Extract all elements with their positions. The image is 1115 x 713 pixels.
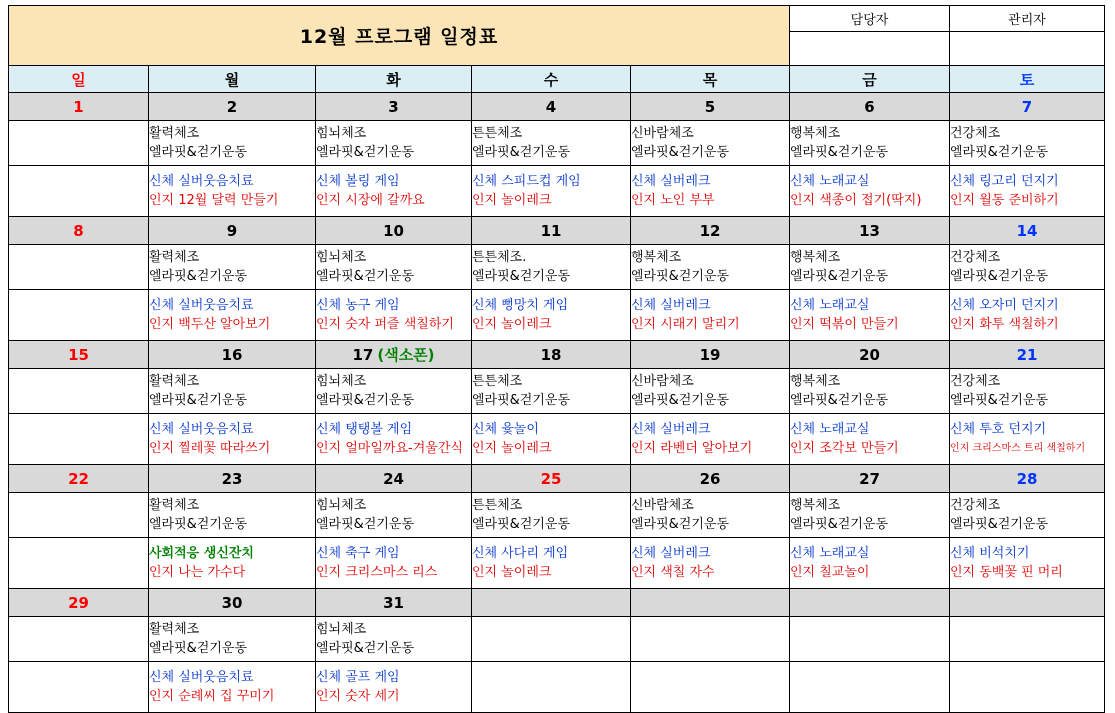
physical-activity: 신체 실버레크 <box>631 174 711 189</box>
cognitive-activity: 인지 놀이레크 <box>472 441 552 456</box>
activity-cell[interactable] <box>631 166 790 217</box>
program-row <box>9 245 1105 290</box>
program-cell[interactable] <box>631 493 790 538</box>
date-number: 6 <box>864 97 875 116</box>
cognitive-activity: 인지 시래기 말리기 <box>631 317 740 332</box>
exercise-name: 행복체조 <box>790 250 841 265</box>
date-row <box>9 217 1105 245</box>
date-number: 24 <box>383 469 404 488</box>
cognitive-activity: 인지 떡볶이 만들기 <box>790 317 899 332</box>
activity-cell[interactable] <box>950 290 1105 341</box>
date-cell[interactable] <box>9 93 149 121</box>
program-row <box>9 121 1105 166</box>
program-cell[interactable] <box>950 369 1105 414</box>
activity-cell[interactable] <box>631 290 790 341</box>
cognitive-activity: 인지 놀이레크 <box>472 565 552 580</box>
date-cell[interactable] <box>9 465 149 493</box>
program-row <box>9 617 1105 662</box>
physical-activity: 신체 윷놀이 <box>472 422 539 437</box>
program-row <box>9 493 1105 538</box>
exercise-detail: 엘라핏&걷기운동 <box>472 393 571 408</box>
exercise-name: 건강체조 <box>950 250 1001 265</box>
exercise-name: 튼튼체조 <box>472 374 523 389</box>
activity-row <box>9 662 1105 713</box>
date-number: 10 <box>383 221 404 240</box>
date-number: 2 <box>226 97 238 116</box>
date-row <box>9 465 1105 493</box>
day-header-fri: 금 <box>790 66 950 93</box>
cognitive-activity: 인지 조각보 만들기 <box>790 441 899 456</box>
cognitive-activity: 인지 숫자 세기 <box>316 689 400 704</box>
date-cell[interactable] <box>316 589 472 617</box>
manager-label: 담당자 <box>790 6 950 32</box>
cognitive-activity: 인지 나는 가수다 <box>149 565 246 580</box>
program-cell[interactable] <box>631 245 790 290</box>
physical-activity: 신체 사다리 게임 <box>472 546 569 561</box>
cognitive-activity: 인지 크리스마스 리스 <box>316 565 438 580</box>
exercise-detail: 엘라핏&걷기운동 <box>631 393 730 408</box>
program-cell[interactable] <box>950 245 1105 290</box>
activity-cell[interactable] <box>149 414 316 465</box>
date-number: 5 <box>704 97 716 116</box>
exercise-detail: 엘라핏&걷기운동 <box>472 145 571 160</box>
physical-activity: 사회적응 생신잔치 <box>149 546 254 561</box>
activity-cell[interactable] <box>790 662 950 713</box>
physical-activity: 신체 실버웃음치료 <box>149 298 254 313</box>
cognitive-activity: 인지 라벤더 알아보기 <box>631 441 753 456</box>
date-number: 9 <box>226 221 238 240</box>
program-cell[interactable] <box>472 245 631 290</box>
program-cell[interactable] <box>316 493 472 538</box>
activity-cell[interactable] <box>631 414 790 465</box>
exercise-name: 활력체조 <box>149 250 200 265</box>
date-cell[interactable] <box>149 589 316 617</box>
activity-cell[interactable] <box>149 662 316 713</box>
activity-cell[interactable] <box>950 166 1105 217</box>
exercise-detail: 엘라핏&걷기운동 <box>316 641 415 656</box>
physical-activity: 신체 축구 게임 <box>316 546 400 561</box>
date-number: 31 <box>383 593 404 612</box>
date-cell[interactable] <box>631 465 790 493</box>
date-cell[interactable] <box>790 217 950 245</box>
date-number: 17 <box>352 346 374 364</box>
physical-activity: 신체 오자미 던지기 <box>950 298 1059 313</box>
exercise-detail: 엘라핏&걷기운동 <box>790 517 889 532</box>
program-cell[interactable] <box>9 121 149 166</box>
exercise-detail: 엘라핏&걷기운동 <box>316 269 415 284</box>
exercise-name: 건강체조 <box>950 126 1001 141</box>
exercise-name: 활력체조 <box>149 498 200 513</box>
date-number: 21 <box>1016 345 1038 364</box>
admin-label: 관리자 <box>950 6 1105 32</box>
program-cell[interactable] <box>790 121 950 166</box>
date-number: 28 <box>1016 469 1038 488</box>
exercise-detail: 엘라핏&걷기운동 <box>790 269 889 284</box>
program-cell[interactable] <box>950 121 1105 166</box>
exercise-detail: 엘라핏&걷기운동 <box>149 641 248 656</box>
date-cell[interactable] <box>149 465 316 493</box>
exercise-detail: 엘라핏&걷기운동 <box>950 393 1049 408</box>
date-cell[interactable] <box>472 341 631 369</box>
date-cell[interactable] <box>9 589 149 617</box>
exercise-name: 신바람체조 <box>631 126 694 141</box>
program-cell[interactable] <box>472 617 631 662</box>
activity-cell[interactable] <box>472 414 631 465</box>
physical-activity: 신체 링고리 던지기 <box>950 174 1059 189</box>
physical-activity: 신체 스피드컵 게임 <box>472 174 581 189</box>
date-number: 18 <box>540 345 562 364</box>
activity-cell[interactable] <box>472 290 631 341</box>
date-number: 30 <box>221 593 243 612</box>
program-cell[interactable] <box>631 121 790 166</box>
date-number: 27 <box>859 469 880 488</box>
exercise-name: 건강체조 <box>950 374 1001 389</box>
date-number: 15 <box>68 345 89 364</box>
activity-cell[interactable] <box>316 166 472 217</box>
exercise-detail: 엘라핏&걷기운동 <box>631 269 730 284</box>
date-cell[interactable] <box>631 589 790 617</box>
activity-cell[interactable] <box>472 538 631 589</box>
activity-cell[interactable] <box>950 414 1105 465</box>
cognitive-activity: 인지 동백꽃 핀 머리 <box>950 565 1063 580</box>
program-cell[interactable] <box>950 493 1105 538</box>
exercise-name: 힘뇌체조 <box>316 374 367 389</box>
exercise-name: 튼튼체조. <box>472 250 527 265</box>
cognitive-activity: 인지 색칠 자수 <box>631 565 715 580</box>
date-number: 12 <box>699 221 721 240</box>
date-cell[interactable] <box>950 93 1105 121</box>
activity-cell[interactable] <box>472 662 631 713</box>
physical-activity: 신체 실버레크 <box>631 422 711 437</box>
date-cell[interactable] <box>472 589 631 617</box>
physical-activity: 신체 실버웃음치료 <box>149 174 254 189</box>
exercise-detail: 엘라핏&걷기운동 <box>950 269 1049 284</box>
exercise-detail: 엘라핏&걷기운동 <box>149 393 248 408</box>
exercise-name: 튼튼체조 <box>472 498 523 513</box>
activity-row <box>9 538 1105 589</box>
activity-row <box>9 166 1105 217</box>
activity-cell[interactable] <box>9 662 149 713</box>
date-cell[interactable] <box>950 465 1105 493</box>
activity-cell[interactable] <box>9 538 149 589</box>
exercise-detail: 엘라핏&걷기운동 <box>316 517 415 532</box>
activity-cell[interactable] <box>149 290 316 341</box>
exercise-detail: 엘라핏&걷기운동 <box>790 393 889 408</box>
date-cell[interactable] <box>472 465 631 493</box>
program-cell[interactable] <box>149 617 316 662</box>
physical-activity: 신체 탱탱볼 게임 <box>316 422 413 437</box>
exercise-name: 튼튼체조 <box>472 126 523 141</box>
physical-activity: 신체 노래교실 <box>790 174 870 189</box>
day-header-wed: 수 <box>472 66 631 93</box>
schedule-table <box>8 5 1105 713</box>
exercise-detail: 엘라핏&걷기운동 <box>472 517 571 532</box>
physical-activity: 신체 골프 게임 <box>316 670 400 685</box>
activity-cell[interactable] <box>149 166 316 217</box>
day-header-thu: 목 <box>631 66 790 93</box>
program-cell[interactable] <box>9 493 149 538</box>
manager-sign-box[interactable] <box>790 32 950 66</box>
date-number: 25 <box>540 469 562 488</box>
date-number: 26 <box>699 469 721 488</box>
exercise-name: 행복체조 <box>631 250 682 265</box>
physical-activity: 신체 실버레크 <box>631 298 711 313</box>
date-cell[interactable] <box>472 93 631 121</box>
cognitive-activity: 인지 백두산 알아보기 <box>149 317 271 332</box>
exercise-name: 행복체조 <box>790 498 841 513</box>
physical-activity: 신체 농구 게임 <box>316 298 400 313</box>
exercise-name: 활력체조 <box>149 374 200 389</box>
date-number: 20 <box>859 345 880 364</box>
activity-cell[interactable] <box>316 414 472 465</box>
exercise-name: 건강체조 <box>950 498 1001 513</box>
date-number: 19 <box>699 345 721 364</box>
activity-cell[interactable] <box>316 538 472 589</box>
exercise-detail: 엘라핏&걷기운동 <box>790 145 889 160</box>
date-number: 3 <box>388 97 399 116</box>
date-cell[interactable] <box>316 341 472 369</box>
physical-activity: 신체 실버웃음치료 <box>149 670 254 685</box>
program-cell[interactable] <box>631 369 790 414</box>
activity-cell[interactable] <box>790 166 950 217</box>
date-row <box>9 93 1105 121</box>
activity-cell[interactable] <box>9 290 149 341</box>
cognitive-activity: 인지 시장에 갈까요 <box>316 193 425 208</box>
date-cell[interactable] <box>9 217 149 245</box>
physical-activity: 신체 비석치기 <box>950 546 1030 561</box>
program-cell[interactable] <box>790 245 950 290</box>
activity-cell[interactable] <box>790 290 950 341</box>
physical-activity: 신체 노래교실 <box>790 546 870 561</box>
exercise-name: 힘뇌체조 <box>316 498 367 513</box>
exercise-detail: 엘라핏&걷기운동 <box>631 517 730 532</box>
activity-cell[interactable] <box>950 538 1105 589</box>
activity-cell[interactable] <box>790 414 950 465</box>
physical-activity: 신체 볼링 게임 <box>316 174 400 189</box>
activity-cell[interactable] <box>790 538 950 589</box>
date-number: 29 <box>68 593 89 612</box>
exercise-detail: 엘라핏&걷기운동 <box>950 517 1049 532</box>
cognitive-activity: 인지 칠교놀이 <box>790 565 870 580</box>
physical-activity: 신체 실버웃음치료 <box>149 422 254 437</box>
exercise-name: 행복체조 <box>790 126 841 141</box>
exercise-name: 행복체조 <box>790 374 841 389</box>
day-header-sun: 일 <box>9 66 149 93</box>
activity-cell[interactable] <box>631 662 790 713</box>
cognitive-activity: 인지 크리스마스 트리 색칠하기 <box>950 443 1086 454</box>
date-row <box>9 589 1105 617</box>
physical-activity: 신체 노래교실 <box>790 298 870 313</box>
date-number: 14 <box>1016 221 1038 240</box>
program-cell[interactable] <box>9 369 149 414</box>
day-header-tue: 화 <box>316 66 472 93</box>
program-cell[interactable] <box>316 245 472 290</box>
cognitive-activity: 인지 숫자 퍼즐 색칠하기 <box>316 317 454 332</box>
activity-row <box>9 414 1105 465</box>
cognitive-activity: 인지 노인 부부 <box>631 193 715 208</box>
program-cell[interactable] <box>149 369 316 414</box>
date-cell[interactable] <box>790 465 950 493</box>
date-cell[interactable] <box>950 589 1105 617</box>
exercise-name: 힘뇌체조 <box>316 126 367 141</box>
program-cell[interactable] <box>790 617 950 662</box>
program-cell[interactable] <box>472 369 631 414</box>
date-cell[interactable] <box>790 341 950 369</box>
date-note: (색소폰) <box>377 346 435 364</box>
cognitive-activity: 인지 화투 색칠하기 <box>950 317 1059 332</box>
program-cell[interactable] <box>149 245 316 290</box>
physical-activity: 신체 투호 던지기 <box>950 422 1047 437</box>
date-number: 23 <box>221 469 243 488</box>
exercise-name: 신바람체조 <box>631 374 694 389</box>
activity-cell[interactable] <box>472 166 631 217</box>
exercise-detail: 엘라핏&걷기운동 <box>149 145 248 160</box>
date-number: 11 <box>540 221 562 240</box>
activity-row <box>9 290 1105 341</box>
date-cell[interactable] <box>9 341 149 369</box>
date-number: 1 <box>73 97 84 116</box>
date-number: 16 <box>221 345 243 364</box>
program-cell[interactable] <box>316 369 472 414</box>
date-cell[interactable] <box>790 589 950 617</box>
exercise-detail: 엘라핏&걷기운동 <box>472 269 571 284</box>
program-cell[interactable] <box>9 245 149 290</box>
activity-cell[interactable] <box>950 662 1105 713</box>
cognitive-activity: 인지 찔레꽃 따라쓰기 <box>149 441 271 456</box>
exercise-detail: 엘라핏&걷기운동 <box>316 393 415 408</box>
day-header-sat: 토 <box>950 66 1105 93</box>
program-cell[interactable] <box>149 493 316 538</box>
date-number: 22 <box>68 469 89 488</box>
date-cell[interactable] <box>472 217 631 245</box>
program-cell[interactable] <box>472 121 631 166</box>
exercise-name: 힘뇌체조 <box>316 622 367 637</box>
program-cell[interactable] <box>631 617 790 662</box>
activity-cell[interactable] <box>631 538 790 589</box>
exercise-name: 활력체조 <box>149 622 200 637</box>
page-title: 12월 프로그램 일정표 <box>9 6 790 66</box>
program-cell[interactable] <box>950 617 1105 662</box>
program-cell[interactable] <box>472 493 631 538</box>
date-cell[interactable] <box>950 217 1105 245</box>
exercise-name: 신바람체조 <box>631 498 694 513</box>
exercise-name: 힘뇌체조 <box>316 250 367 265</box>
date-cell[interactable] <box>950 341 1105 369</box>
date-cell[interactable] <box>631 341 790 369</box>
cognitive-activity: 인지 월동 준비하기 <box>950 193 1059 208</box>
program-cell[interactable] <box>149 121 316 166</box>
date-cell[interactable] <box>149 341 316 369</box>
date-cell[interactable] <box>316 217 472 245</box>
exercise-detail: 엘라핏&걷기운동 <box>149 517 248 532</box>
activity-cell[interactable] <box>9 414 149 465</box>
cognitive-activity: 인지 놀이레크 <box>472 317 552 332</box>
date-cell[interactable] <box>316 93 472 121</box>
date-cell[interactable] <box>631 217 790 245</box>
program-cell[interactable] <box>316 617 472 662</box>
cognitive-activity: 인지 순례씨 집 꾸미기 <box>149 689 275 704</box>
date-cell[interactable] <box>631 93 790 121</box>
date-number: 13 <box>859 221 880 240</box>
date-row <box>9 341 1105 369</box>
date-cell[interactable] <box>790 93 950 121</box>
cognitive-activity: 인지 놀이레크 <box>472 193 552 208</box>
physical-activity: 신체 실버레크 <box>631 546 711 561</box>
physical-activity: 신체 뻥망치 게임 <box>472 298 569 313</box>
exercise-detail: 엘라핏&걷기운동 <box>631 145 730 160</box>
activity-cell[interactable] <box>149 538 316 589</box>
date-cell[interactable] <box>149 93 316 121</box>
program-cell[interactable] <box>9 617 149 662</box>
date-cell[interactable] <box>316 465 472 493</box>
activity-cell[interactable] <box>316 662 472 713</box>
date-cell[interactable] <box>149 217 316 245</box>
program-cell[interactable] <box>790 369 950 414</box>
admin-sign-box[interactable] <box>950 32 1105 66</box>
cognitive-activity: 인지 색종이 접기(딱지) <box>790 193 922 208</box>
cognitive-activity: 인지 12월 달력 만들기 <box>149 193 279 208</box>
program-cell[interactable] <box>316 121 472 166</box>
exercise-name: 활력체조 <box>149 126 200 141</box>
day-header-mon: 월 <box>149 66 316 93</box>
program-row <box>9 369 1105 414</box>
calendar-weeks <box>9 93 1105 713</box>
date-number: 7 <box>1021 97 1033 116</box>
exercise-detail: 엘라핏&걷기운동 <box>316 145 415 160</box>
exercise-detail: 엘라핏&걷기운동 <box>149 269 248 284</box>
activity-cell[interactable] <box>316 290 472 341</box>
program-cell[interactable] <box>790 493 950 538</box>
activity-cell[interactable] <box>9 166 149 217</box>
physical-activity: 신체 노래교실 <box>790 422 870 437</box>
exercise-detail: 엘라핏&걷기운동 <box>950 145 1049 160</box>
date-number: 4 <box>545 97 557 116</box>
date-number: 8 <box>73 221 84 240</box>
cognitive-activity: 인지 얼마일까요-겨울간식 <box>316 441 463 456</box>
